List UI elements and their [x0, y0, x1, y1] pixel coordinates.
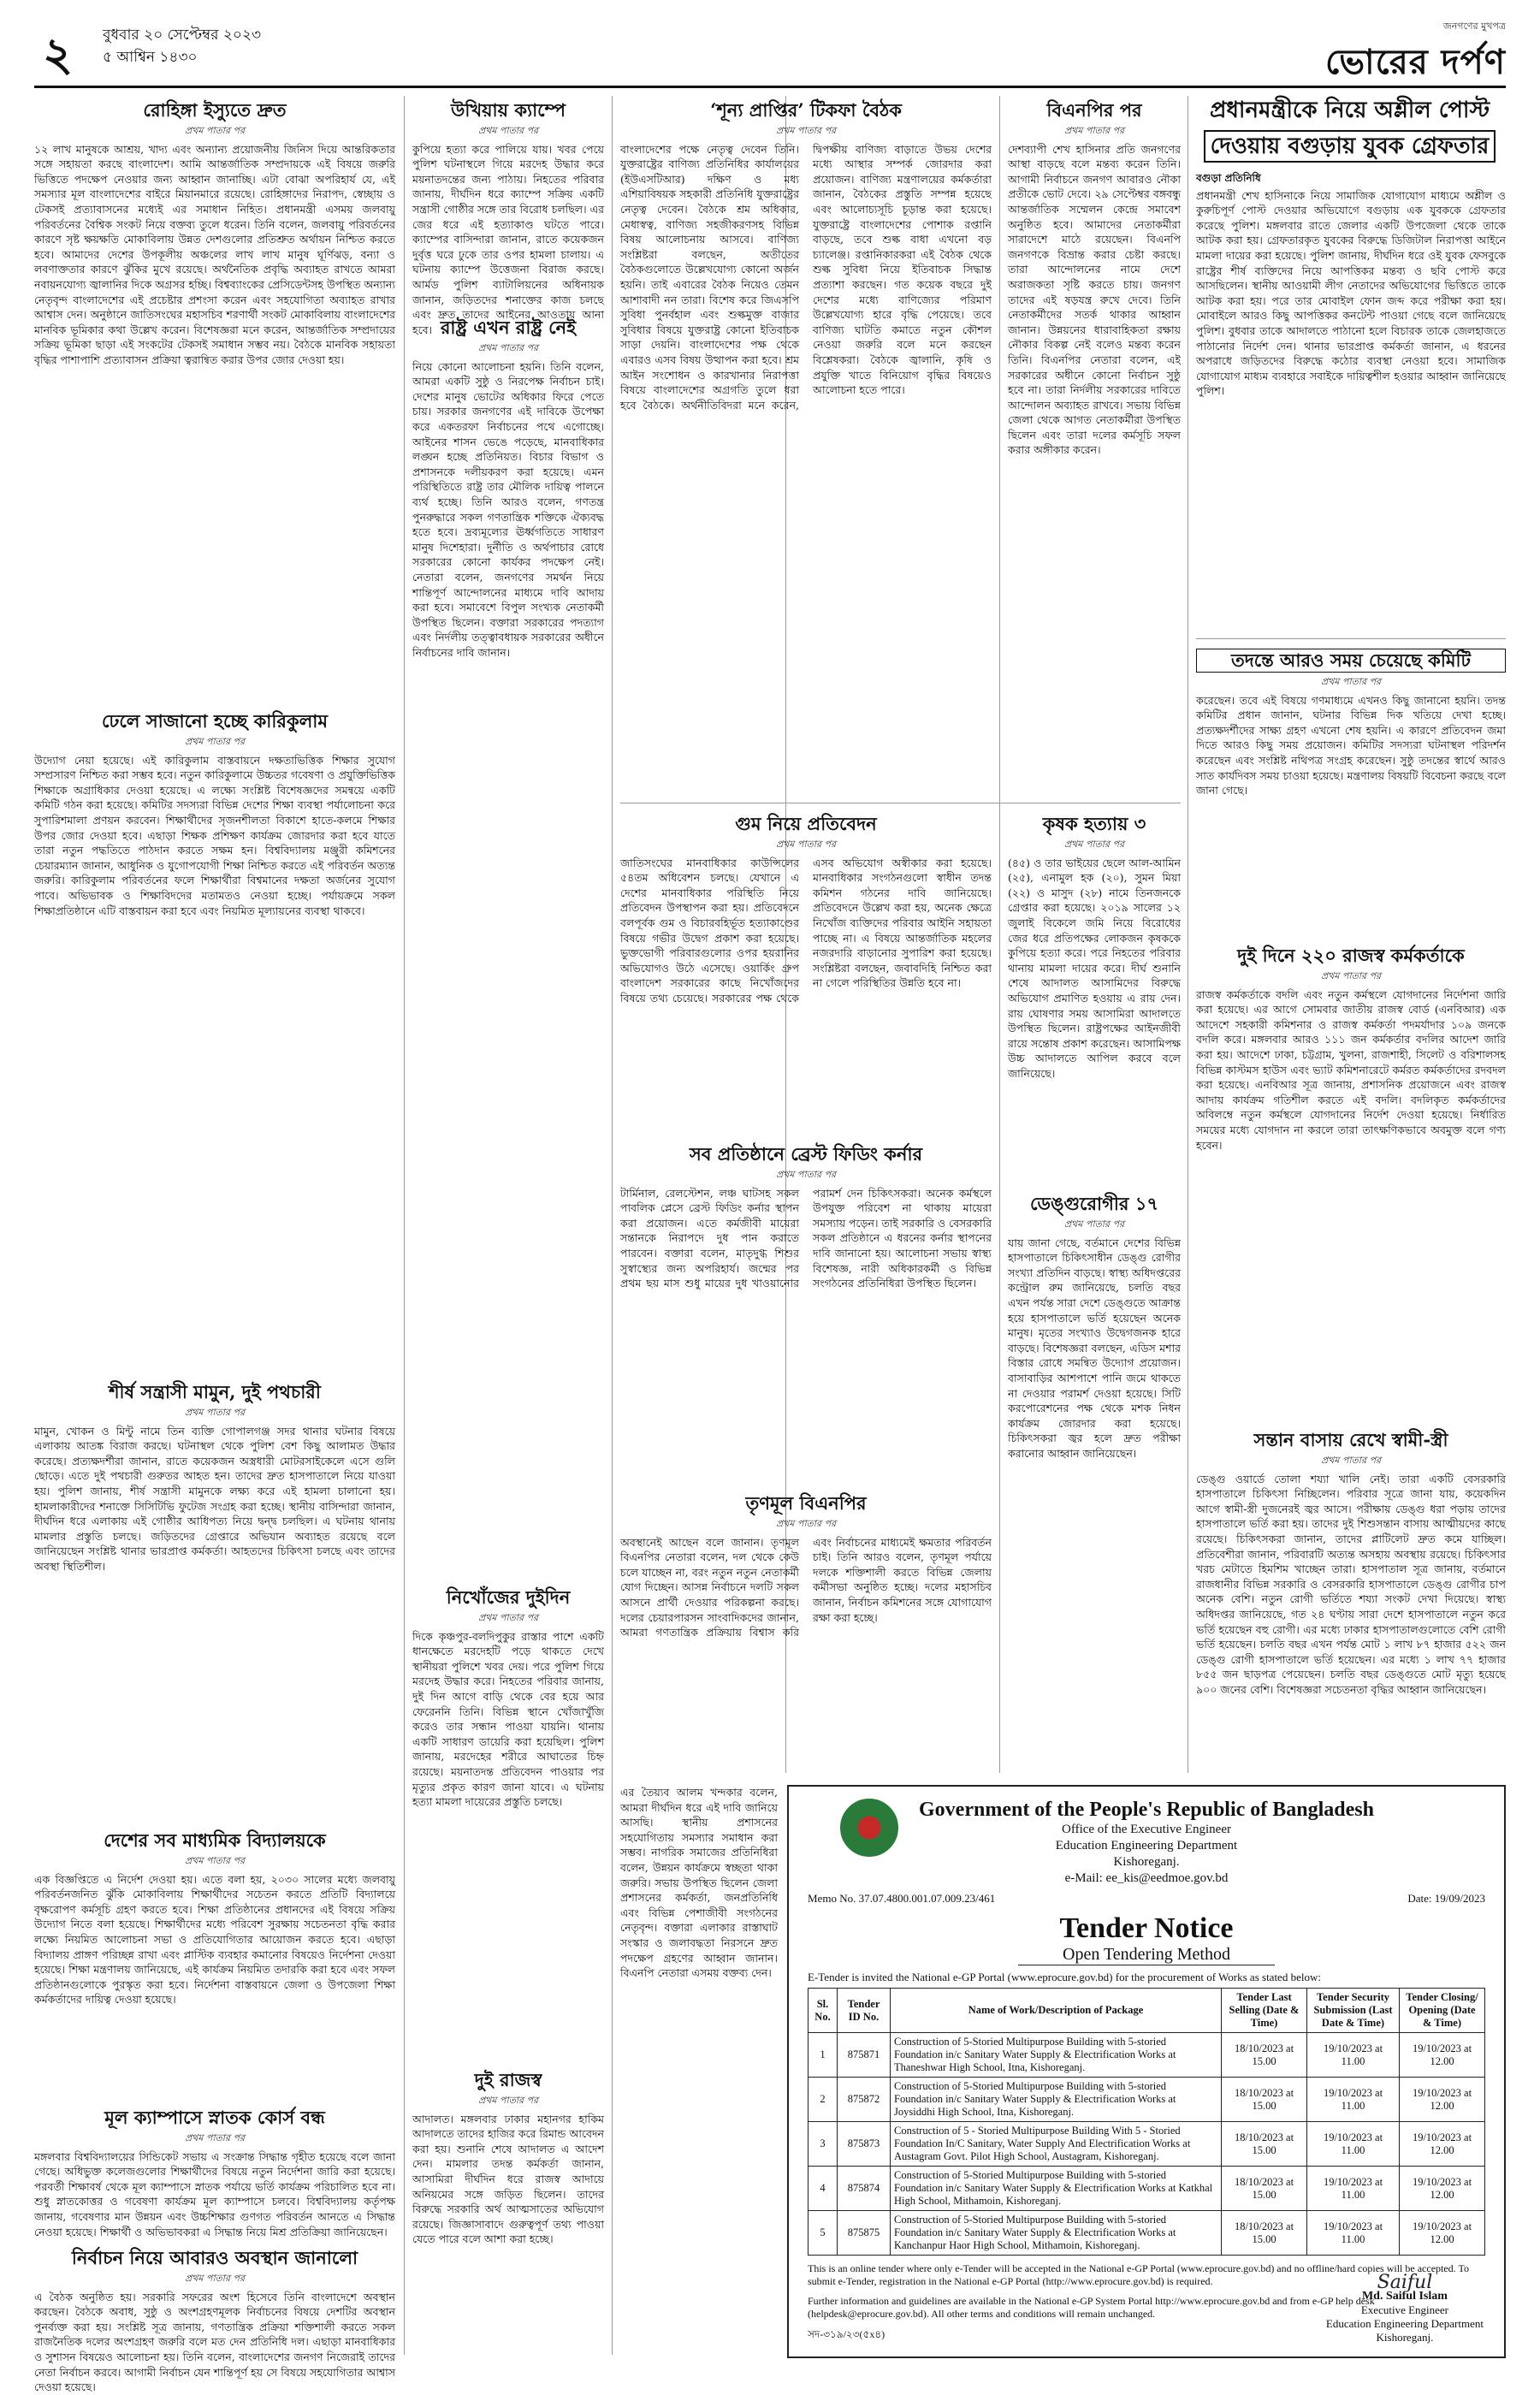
tender-email: e-Mail: ee_kis@eedmoe.gov.bd	[1064, 1871, 1229, 1885]
cell-work: Construction of 5-Storied Multipurpose Building with 5-storied Foundation in/c Sanitary Water Supply & Electrification Works at Katkhal High School, Mithamoin, Kishoreganj.	[891, 2167, 1222, 2211]
tender-office: Office of the Executive Engineer	[1062, 1823, 1231, 1836]
headline: রাষ্ট্র এখন রাষ্ট্র নেই	[440, 317, 577, 338]
continued-label: প্রথম পাতার পর	[184, 125, 246, 136]
article-nikhoj	[412, 1586, 604, 2066]
cell-security: 19/10/2023 at 11.00	[1307, 2033, 1400, 2078]
cell-security: 19/10/2023 at 11.00	[1307, 2167, 1400, 2211]
continued-label: প্রথম পাতার পর	[1063, 125, 1125, 136]
continued-label: প্রথম পাতার পর	[1063, 839, 1125, 850]
cell-id: 875872	[838, 2078, 891, 2122]
col-header: Name of Work/Description of Package	[891, 1989, 1222, 2033]
table-row	[808, 2167, 1485, 2211]
headline: ঢেলে সাজানো হচ্ছে কারিকুলাম	[101, 710, 329, 732]
cell-close: 19/10/2023 at 12.00	[1400, 2122, 1485, 2167]
tender-table	[808, 1988, 1485, 2256]
article-body: জাতিসংঘের মানবাধিকার কাউন্সিলের ৫৪তম অধিবেশন চলছে। যেখানে এ দেশের মানবাধিকার পরিস্থিতি নিয়ে প্রতিবেদন উপস্থাপন করা হয়। প্রতিবেদনে বলপূর্বক গুম ও বিচারবহির্ভূত হত্যাকাণ্ডের বিষয়ে গভীর উদ্বেগ প্রকাশ করা হয়েছে। ভুক্তভোগী পরিবারগুলোর ওপর হয়রানির অভিযোগও উঠে এসেছে। ওয়ার্কিং গ্রুপ বাংলাদেশ সরকারের কাছে নিখোঁজদের বিষয়ে তথ্য চেয়েছে। সরকারের পক্ষ থেকে এসব অভিযোগ অস্বীকার করা হয়েছে। মানবাধিকার সংগঠনগুলো স্বাধীন তদন্ত কমিশন গঠনের দাবি জানিয়েছে। প্রতিবেদনে উল্লেখ করা হয়, অনেক ক্ষেত্রে নিখোঁজ ব্যক্তিদের পরিবার আইনি সহায়তা পাচ্ছে না। এ বিষয়ে আন্তর্জাতিক মহলের নজরদারি বাড়ানোর সুপারিশ করা হয়েছে। সংশ্লিষ্টরা বলছেন, জবাবদিহি নিশ্চিত করা না গেলে পরিস্থিতির উন্নতি হবে না।	[620, 856, 992, 1005]
continued-label: প্রথম পাতার পর	[775, 125, 837, 136]
lead-headline-line2: দেওয়ায় বগুড়ায় যুবক গ্রেফতার	[1204, 130, 1496, 163]
continued-label: প্রথম পাতার পর	[477, 1612, 539, 1623]
article-mamun	[34, 1381, 395, 1826]
cell-work: Construction of 5-Storied Multipurpose Building with 5-storied Foundation in/c Sanitary Water Supply & Electrification Works at Joysiddhi High School, Itna, Kishoreganj.	[891, 2078, 1222, 2122]
masthead-logo: ভোরের দর্পণ	[1325, 42, 1506, 82]
article-body: দিকে কৃঞ্চপুর-বলদিপুকুর রাস্তার পাশে একটি ধানক্ষেতে মরদেহটি পড়ে থাকতে দেখে স্থানীয়রা পুলিশে খবর দেয়। পরে পুলিশ গিয়ে মরদেহ উদ্ধার করে। নিহতের পরিবার জানায়, দুই দিন আগে বাড়ি থেকে বের হয়ে আর ফেরেননি তিনি। বিভিন্ন স্থানে খোঁজাখুঁজি করেও তার সন্ধান পাওয়া যায়নি। থানায় একটি সাধারণ ডায়েরি করা হয়েছিল। পুলিশ জানায়, মরদেহের শরীরে আঘাতের চিহ্ন রয়েছে। ময়নাতদন্ত প্রতিবেদন পাওয়ার পর মৃত্যুর প্রকৃত কারণ জানা যাবে। এ ঘটনায় হত্যা মামলা দায়েরের প্রস্তুতি চলছে।	[412, 1629, 604, 1809]
cell-sl: 1	[808, 2033, 838, 2078]
col-header: Tender ID No.	[838, 1989, 891, 2033]
signer-dept: Education Engineering Department	[1325, 2317, 1484, 2330]
col-header: Tender Closing/ Opening (Date & Time)	[1400, 1989, 1485, 2033]
weekday-date: বুধবার ২০ সেপ্টেম্বর ২০২৩	[103, 27, 262, 44]
article-body: (৪৫) ও তার ভাইয়ের ছেলে আল-আমিন (২৫), এনামুল হক (২০), সুমন মিয়া (২২) ও মাসুদ (২৮) নামে তিনজনকে গ্রেপ্তার করা হয়েছে। ২০১৯ সালের ১২ জুলাই বিকেলে জমি নিয়ে বিরোধের জের ধরে প্রতিপক্ষের লোকজন কৃষককে কুপিয়ে হত্যা করে। পরে নিহতের পরিবার থানায় মামলা দায়ের করে। দীর্ঘ শুনানি শেষে আদালত আসামিদের বিরুদ্ধে অভিযোগ প্রমাণিত হওয়ায় এ রায় দেন। রায় ঘোষণার সময় আসামিরা আদালতে উপস্থিত ছিলেন। রাষ্ট্রপক্ষের আইনজীবী রায়ে সন্তোষ প্রকাশ করেছেন। আসামিপক্ষ উচ্চ আদালতে আপিল করবে বলে জানিয়েছে।	[1008, 856, 1181, 1080]
article-body: এ বৈঠক অনুষ্ঠিত হয়। সরকারি সফরের অংশ হিসেবে তিনি বাংলাদেশে অবস্থান করছেন। বৈঠকে অবাধ, সুষ্ঠু ও অংশগ্রহণমূলক নির্বাচনের বিষয়ে দেশটির অবস্থান পুনর্ব্যক্ত করা হয়। সংশ্লিষ্ট সূত্র জানায়, গণতান্ত্রিক প্রক্রিয়া শক্তিশালী করতে সকল রাজনৈতিক দলের অংশগ্রহণ জরুরি বলে মত দেন প্রতিনিধি দল। এছাড়া মানবাধিকার ও সুশাসন বিষয়েও আলোচনা হয়। তিনি বলেন, বাংলাদেশের জনগণ নিজেরাই তাদের নেতা নির্বাচন করবে। আগামী নির্বাচন যেন শান্তিপূর্ণ হয় সে বিষয়ে সহযোগিতার আশ্বাস দেওয়া হয়েছে।	[34, 2290, 395, 2394]
cell-work: Construction of 5-Storied Multipurpose Building with 5-storied Foundation in/c Sanitary Water Supply & Electrification Works at Thaneshwar High School, Itna, Kishoreganj.	[891, 2033, 1222, 2078]
continued-label: প্রথম পাতার পর	[775, 1169, 837, 1180]
tender-dept: Education Engineering Department	[1055, 1839, 1238, 1853]
cell-sell: 18/10/2023 at 15.00	[1222, 2122, 1307, 2167]
article-school	[34, 1829, 395, 2103]
article-body: এক বিজ্ঞপ্তিতে এ নির্দেশ দেওয়া হয়। এতে বলা হয়, ২০৩০ সালের মধ্যে জলবায়ু পরিবর্তনজনিত ঝুঁকি মোকাবিলায় শিক্ষার্থীদের সচেতন করতে প্রতিটি বিদ্যালয়ে বৃক্ষরোপণ কর্মসূচি গ্রহণ করতে হবে। শিক্ষা প্রতিষ্ঠানের প্রধানদের এই বিষয়ে সক্রিয় উদ্যোগ নিতে বলা হয়েছে। শিক্ষার্থীদের মধ্যে পরিবেশ সুরক্ষায় সচেতনতা বৃদ্ধি করার লক্ষ্যে নিয়মিত আলোচনা সভা ও প্রতিযোগিতার আয়োজন করতে হবে। এছাড়া বিদ্যালয় প্রাঙ্গণ পরিচ্ছন্ন রাখা এবং প্লাস্টিক ব্যবহার কমানোর বিষয়েও নির্দেশনা দেওয়া হয়েছে। শিক্ষা মন্ত্রণালয় জানিয়েছে, এই কার্যক্রম নিয়মিত তদারকি করা হবে এবং সফল প্রতিষ্ঠানগুলোকে পুরস্কৃত করা হবে। নির্দেশনা বাস্তবায়নে জেলা ও উপজেলা শিক্ষা কর্মকর্তাদের দায়িত্ব দেওয়া হয়েছে।	[34, 1872, 395, 2007]
continued-label: প্রথম পাতার পর	[477, 342, 539, 353]
article-dui-rajshwo	[412, 2069, 604, 2360]
cell-id: 875873	[838, 2122, 891, 2167]
tender-memo-line	[808, 1892, 1485, 1906]
headline: বিএনপির পর	[1046, 99, 1142, 121]
article-sontan	[1196, 1426, 1506, 1776]
tender-place: Kishoreganj.	[1113, 1855, 1180, 1869]
headline: মূল ক্যাম্পাসে স্নাতক কোর্স বন্ধ	[104, 2107, 325, 2128]
article-body: উদ্যোগ নেয়া হয়েছে। এই কারিকুলাম বাস্তবায়নে দক্ষতাভিত্তিক শিক্ষার সুযোগ সম্প্রসারণ নিশ্চিত করা সম্ভব হবে। নতুন কারিকুলামে উচ্চতর গবেষণা ও প্রযুক্তিভিত্তিক শিক্ষাকে অগ্রাধিকার দেওয়া হয়েছে। এ লক্ষ্যে সংশ্লিষ্ট বিশেষজ্ঞদের সমন্বয়ে একটি কমিটি গঠন করা হয়েছে। কমিটির সদস্যরা বিভিন্ন দেশের শিক্ষা ব্যবস্থা পর্যালোচনা করে সুপারিশমালা প্রণয়ন করবেন। শিক্ষার্থীদের সৃজনশীলতা বিকাশে হাতে-কলমে শিক্ষার উপর জোর দেওয়া হবে। এছাড়া শিক্ষক প্রশিক্ষণ কার্যক্রম জোরদার করা হবে যাতে তারা নতুন পদ্ধতিতে পাঠদান করতে সক্ষম হন। বিশ্ববিদ্যালয় মঞ্জুরী কমিশনের চেয়ারম্যান জানান, আধুনিক ও যুগোপযোগী শিক্ষা নিশ্চিত করতে এই পরিবর্তন অত্যন্ত জরুরি। কারিকুলাম পরিবর্তনের ফলে শিক্ষার্থীরা বিশ্বমানের দক্ষতা অর্জনের সুযোগ পাবে। অভিভাবক ও শিক্ষাবিদদের মতামতও নেওয়া হচ্ছে। পর্যায়ক্রমে সকল শিক্ষাপ্রতিষ্ঠানে এটি বাস্তবায়ন করা হবে এবং নিয়মিত মূল্যায়নের ব্যবস্থা থাকবে।	[34, 753, 395, 917]
article-rohingya	[34, 99, 395, 707]
article-rajshwo-220	[1196, 941, 1506, 1420]
tender-government: Government of the People's Republic of Bangladesh	[919, 1799, 1374, 1821]
column-5	[1008, 96, 1181, 1773]
cell-close: 19/10/2023 at 12.00	[1400, 2078, 1485, 2122]
column-divider	[999, 96, 1000, 1773]
headline: শীর্ষ সন্ত্রাসী মামুন, দুই পথচারী	[109, 1381, 321, 1402]
article-bnp	[1008, 99, 1181, 809]
article-moto	[620, 1785, 778, 2358]
article-gum	[620, 809, 992, 1135]
column-divider	[404, 96, 405, 2355]
cell-id: 875874	[838, 2167, 891, 2211]
headline: কৃষক হত্যায় ৩	[1042, 813, 1146, 834]
headline: তৃণমূল বিএনপির	[745, 1492, 867, 1514]
cell-sell: 18/10/2023 at 15.00	[1222, 2078, 1307, 2122]
cell-close: 19/10/2023 at 12.00	[1400, 2211, 1485, 2256]
continued-label: প্রথম পাতার পর	[1320, 970, 1382, 981]
article-body: টার্মিনাল, রেলস্টেশন, লঞ্চ ঘাটসহ সকল পাবলিক প্লেসে ব্রেস্ট ফিডিং কর্নার স্থাপন করা প্রয়োজন। এতে কর্মজীবী মায়েরা সন্তানকে নিরাপদে দুধ পান করাতে পারবেন। বক্তারা বলেন, মাতৃদুগ্ধ শিশুর সুস্বাস্থ্যের জন্য অপরিহার্য। জন্মের পর প্রথম ছয় মাস শুধু মায়ের দুধ খাওয়ানোর পরামর্শ দেন চিকিৎসকরা। অনেক কর্মস্থলে উপযুক্ত পরিবেশ না থাকায় মায়েরা সমস্যায় পড়েন। তাই সরকারি ও বেসরকারি সকল প্রতিষ্ঠানে এ ধরনের কর্নার স্থাপনের দাবি জানানো হয়। আলোচনা সভায় স্বাস্থ্য বিশেষজ্ঞ, নারী অধিকারকর্মী ও বিভিন্ন সংগঠনের প্রতিনিধিরা উপস্থিত ছিলেন।	[620, 1186, 992, 1290]
continued-label: প্রথম পাতার পর	[184, 2273, 246, 2284]
masthead-tag: জনগণের মুখপত্র	[1442, 21, 1506, 32]
continued-label: প্রথম পাতার পর	[477, 2095, 539, 2106]
government-seal-icon	[840, 1799, 898, 1857]
cell-sl: 2	[808, 2078, 838, 2122]
cell-id: 875875	[838, 2211, 891, 2256]
article-body: রাজস্ব কর্মকর্তাকে বদলি এবং নতুন কর্মস্থলে যোগদানের নির্দেশনা জারি করা হয়েছে। এর আগে সোমবার জাতীয় রাজস্ব বোর্ড (এনবিআর) এক আদেশে সহকারী কমিশনার ও রাজস্ব কর্মকর্তা পদমর্যাদার ১০৯ জনকে বদলি করে। মঙ্গলবার আরও ১১১ জন কর্মকর্তার বদলির আদেশ জারি করা হয়। আদেশে ঢাকা, চট্টগ্রাম, খুলনা, রাজশাহী, সিলেট ও বরিশালসহ বিভিন্ন কাস্টমস হাউস এবং ভ্যাট কমিশনারেটে কর্মরত কর্মকর্তাদের রদবদল করা হয়েছে। এনবিআর সূত্র জানায়, প্রশাসনিক প্রয়োজনে এবং রাজস্ব আদায় কার্যক্রম গতিশীল করতে এই বদলি। বদলিকৃত কর্মকর্তাদের অবিলম্বে নতুন কর্মস্থলে যোগদানের নির্দেশ দেওয়া হয়েছে। নির্ধারিত সময়ের মধ্যে যোগদান না করলে তারা তাৎক্ষণিকভাবে অবমুক্ত বলে গণ্য হবেন।	[1196, 987, 1506, 1152]
article-tadanta	[1196, 645, 1506, 936]
article-dengue	[1008, 1193, 1181, 1783]
continued-label: প্রথম পাতার পর	[184, 1407, 246, 1418]
bangla-date: ৫ আশ্বিন ১৪৩০	[103, 49, 198, 66]
continued-label: প্রথম পাতার পর	[1320, 676, 1382, 687]
cell-sl: 4	[808, 2167, 838, 2211]
tender-memo: Memo No. 37.07.4800.001.07.009.23/461	[808, 1892, 996, 1905]
headline: সন্তান বাসায় রেখে স্বামী-স্ত্রী	[1253, 1429, 1448, 1450]
headline: তদন্তে আরও সময় চেয়েছে কমিটি	[1196, 649, 1506, 673]
continued-label: প্রথম পাতার পর	[1320, 1455, 1382, 1466]
tender-table-header	[808, 1989, 1485, 2033]
lead-headline	[1194, 96, 1506, 163]
cell-sell: 18/10/2023 at 15.00	[1222, 2033, 1307, 2078]
column-divider	[612, 96, 613, 2355]
headline: নির্বাচন নিয়ে আবারও অবস্থান জানালো	[71, 2247, 358, 2268]
column-2	[412, 96, 604, 2355]
continued-label: প্রথম পাতার পর	[184, 1855, 246, 1866]
tender-title: Tender Notice	[1059, 1912, 1234, 1944]
cell-work: Construction of 5-Storied Multipurpose Building with 5-storied Foundation in/c Sanitary Water Supply & Electrification Works at Kanchanpur Haor High School, Mithamoin, Kishoreganj.	[891, 2211, 1222, 2256]
tender-intro: E-Tender is invited the National e-GP Portal (www.eprocure.gov.bd) for the procurement of Works as stated below:	[808, 1971, 1321, 1983]
headline: উখিয়ায় ক্যাম্পে	[451, 99, 566, 121]
article-breastfeeding	[620, 1140, 992, 1482]
continued-label: প্রথম পাতার পর	[775, 1518, 837, 1529]
column-1	[34, 96, 395, 2394]
article-body: করেছেন। তবে এই বিষয়ে গণমাধ্যমে এখনও কিছু জানানো হয়নি। তদন্ত কমিটির প্রধান জানান, ঘটনার বিভিন্ন দিক খতিয়ে দেখা হচ্ছে। প্রত্যক্ষদর্শীদের সাক্ষ্য গ্রহণ এখনো শেষ হয়নি। এ কারণে প্রতিবেদন জমা দিতে আরও কিছু সময় প্রয়োজন। কমিটির সদস্যরা ঘটনাস্থল পরিদর্শন করেছেন এবং সংশ্লিষ্ট নথিপত্র সংগ্রহ করেছেন। সুষ্ঠু তদন্তের স্বার্থে আরও সাত কার্যদিবস সময় চাওয়া হয়েছে। মন্ত্রণালয় বিষয়টি বিবেচনা করছে বলে জানা গেছে।	[1196, 693, 1506, 797]
article-pm-post	[1196, 171, 1506, 633]
signer-title: Executive Engineer	[1360, 2303, 1449, 2316]
article-body: বাংলাদেশের পক্ষে নেতৃত্ব দেবেন তিনি। যুক্তরাষ্ট্রের বাণিজ্য প্রতিনিধির কার্যালয়ের (ইউএসটিআর) দক্ষিণ ও মধ্য এশিয়াবিষয়ক সহকারী প্রতিনিধি যুক্তরাষ্ট্রের নেতৃত্ব দেবেন। বৈঠকে শ্রম অধিকার, মেধাস্বত্ব, বাণিজ্য সহজীকরণসহ বিভিন্ন বিষয় আলোচনায় আসবে। বাণিজ্য সংশ্লিষ্টরা বলছেন, অতীতের বৈঠকগুলোতে উল্লেখযোগ্য কোনো অর্জন হয়নি। তাই এবারের বৈঠক নিয়েও তেমন আশাবাদী নন তারা। বিশেষ করে জিএসপি সুবিধা পুনর্বহাল এবং শুল্কমুক্ত বাজার সুবিধার বিষয়ে যুক্তরাষ্ট্র কোনো ইতিবাচক সাড়া দেয়নি। বাংলাদেশের পক্ষ থেকে এবারও এসব বিষয় উত্থাপন করা হবে। শ্রম আইন সংশোধন ও কারখানার নিরাপত্তা বিষয়ে বাংলাদেশের অগ্রগতি তুলে ধরা হবে বৈঠকে। অর্থনীতিবিদরা মনে করেন, দ্বিপক্ষীয় বাণিজ্য বাড়াতে উভয় দেশের মধ্যে আস্থার সম্পর্ক জোরদার করা প্রয়োজন। বাণিজ্য মন্ত্রণালয়ের কর্মকর্তারা জানান, বৈঠকের প্রস্তুতি সম্পন্ন হয়েছে এবং আলোচ্যসূচি চূড়ান্ত করা হয়েছে। যুক্তরাষ্ট্রে বাংলাদেশের পোশাক রপ্তানি বাড়ছে, তবে শুল্ক বাধা এখনো বড় চ্যালেঞ্জ। রপ্তানিকারকরা এই বৈঠক থেকে শুল্ক সুবিধা নিয়ে ইতিবাচক সিদ্ধান্ত প্রত্যাশা করছেন। গত কয়েক বছরে দুই দেশের মধ্যে বাণিজ্যের পরিমাণ উল্লেখযোগ্য হারে বৃদ্ধি পেয়েছে। তবে বাণিজ্য ঘাটতি কমাতে নতুন কৌশল নেওয়া জরুরি বলে মনে করছেন বিশ্লেষকরা। বৈঠকে জ্বালানি, কৃষি ও প্রযুক্তি খাতে বিনিয়োগ বৃদ্ধির বিষয়েও আলোচনা হতে পারে।	[620, 142, 992, 412]
cell-sl: 3	[808, 2122, 838, 2167]
article-body: মঙ্গলবার বিশ্ববিদ্যালয়ের সিন্ডিকেট সভায় এ সংক্রান্ত সিদ্ধান্ত গৃহীত হয়েছে বলে জানা গেছে। অধিভুক্ত কলেজগুলোর শিক্ষার্থীদের বিষয়ে নতুন নির্দেশনা জারি করা হয়েছে। পরবর্তী শিক্ষাবর্ষ থেকে মূল ক্যাম্পাসে স্নাতক পর্যায়ে ভর্তি কার্যক্রম পরিচালিত হবে না। শুধু স্নাতকোত্তর ও গবেষণা কার্যক্রম মূল ক্যাম্পাসে চলবে। বিশ্ববিদ্যালয় কর্তৃপক্ষ জানায়, গবেষণার মান উন্নয়ন এবং উচ্চশিক্ষার গুণগত পরিবর্তন আনতে এ সিদ্ধান্ত নেওয়া হয়েছে। শিক্ষার্থী ও অভিভাবকরা এ সিদ্ধান্ত নিয়ে মিশ্র প্রতিক্রিয়া জানিয়েছেন।	[34, 2149, 395, 2238]
continued-label: প্রথম পাতার পর	[184, 2132, 246, 2143]
cell-close: 19/10/2023 at 12.00	[1400, 2033, 1485, 2078]
cell-sell: 18/10/2023 at 15.00	[1222, 2167, 1307, 2211]
headline: রোহিঙ্গা ইস্যুতে দ্রুত	[143, 99, 287, 121]
headline: সব প্রতিষ্ঠানে ব্রেস্ট ফিডিং কর্নার	[689, 1143, 923, 1165]
cell-security: 19/10/2023 at 11.00	[1307, 2078, 1400, 2122]
article-body: যায় জানা গেছে, বর্তমানে দেশের বিভিন্ন হাসপাতালে চিকিৎসাধীন ডেঙ্গু রোগীর সংখ্যা প্রতিদিন বাড়ছে। স্বাস্থ্য অধিদপ্তরের কন্ট্রোল রুম জানিয়েছে, চলতি বছর এখন পর্যন্ত সারা দেশে ডেঙ্গুতে আক্রান্ত হয়ে হাসপাতালে ভর্তি হয়েছেন অনেক মানুষ। মৃতের সংখ্যাও উদ্বেগজনক হারে বাড়ছে। বিশেষজ্ঞরা বলছেন, এডিস মশার বিস্তার রোধে সমন্বিত উদ্যোগ প্রয়োজন। বাসাবাড়ির আশপাশে পানি জমে থাকতে না দেওয়ার পরামর্শ দেওয়া হয়েছে। সিটি করপোরেশনের পক্ষ থেকে মশক নিধন কার্যক্রম জোরদার করা হয়েছে। চিকিৎসকরা জ্বর হলে দ্রুত পরীক্ষা করানোর আহ্বান জানিয়েছেন।	[1008, 1236, 1181, 1460]
article-election	[34, 2247, 395, 2394]
header-rule	[34, 86, 1506, 88]
page-header	[34, 19, 1506, 84]
signature: Saiful	[1377, 2272, 1433, 2293]
article-ticfa	[620, 96, 992, 797]
table-row	[808, 2211, 1485, 2256]
continued-label: প্রথম পাতার পর	[1063, 1218, 1125, 1230]
dateline	[103, 24, 261, 68]
article-body: ১২ লাখ মানুষকে আশ্রয়, খাদ্য এবং অন্যান্য প্রয়োজনীয় জিনিস দিয়ে আন্তরিকতার সঙ্গে সহায়তা করছে বাংলাদেশ। আমি আন্তর্জাতিক সম্প্রদায়কে এই বিষয়ে জরুরি ভিত্তিতে পদক্ষেপ নেওয়ার জন্য আহ্বান জানাচ্ছি। এটা বোঝা অপরিহার্য যে, এই সমস্যার মূল বাংলাদেশের বাইরে মিয়ানমারে রয়েছে। রোহিঙ্গাদের নিরাপদ, স্বেচ্ছায় ও টেকসই প্রত্যাবাসনের মধ্যেই এর সমাধান নিহিত। প্রধানমন্ত্রী এসময় জলবায়ু পরিবর্তনের বৈশ্বিক সংকট নিয়ে বক্তব্য তুলে ধরেন। তিনি বলেন, জলবায়ু পরিবর্তনের কারণে সৃষ্ট ক্ষয়ক্ষতি মোকাবিলায় উন্নত দেশগুলোর প্রতিশ্রুত অর্থায়ন নিশ্চিত করতে হবে। আমাদের দেশের উপকূলীয় অঞ্চলের লাখ লাখ মানুষ ঘূর্ণিঝড়, বন্যা ও লবণাক্ততার কারণে ঝুঁকির মুখে রয়েছে। অর্থনৈতিক প্রবৃদ্ধি অব্যাহত রাখতে আমরা নবায়নযোগ্য জ্বালানির দিকে অগ্রসর হচ্ছি। বিশ্বব্যাংকের প্রেসিডেন্টসহ উপস্থিত অন্যান্য নেতৃবৃন্দ বাংলাদেশের এই প্রচেষ্টার প্রশংসা করেন এবং সহযোগিতা অব্যাহত রাখার আশ্বাস দেন। অনুষ্ঠানে জাতিসংঘের মহাসচিব শরণার্থী সংকট মোকাবিলায় বাংলাদেশের মানবিক ভূমিকার কথা উল্লেখ করেন। বিশেষজ্ঞরা মনে করেন, আন্তর্জাতিক সম্প্রদায়ের সক্রিয় ভূমিকা ছাড়া এই সংকটের টেকসই সমাধান সম্ভব নয়। বৈঠকে মানবিক সহায়তা বৃদ্ধির পাশাপাশি প্রত্যাবাসন প্রক্রিয়া ত্বরান্বিত করার উপর জোর দেওয়া হয়।	[34, 142, 395, 366]
cell-work: Construction of 5 - Storied Multipurpose Building With 5 - Storied Foundation In/C Sanitary, Water Supply And Electrification Works at Austagram Govt. Pilot High School, Austagram, Kishoreganj.	[891, 2122, 1222, 2167]
continued-label: প্রথম পাতার পর	[184, 736, 246, 747]
article-krishok	[1008, 813, 1181, 1189]
continued-label: প্রথম পাতার পর	[477, 125, 539, 136]
article-trinomul	[620, 1489, 992, 1771]
continued-label: প্রথম পাতার পর	[775, 839, 837, 850]
section-rule	[1196, 638, 1506, 639]
signer-place: Kishoreganj.	[1376, 2331, 1434, 2344]
article-curriculum	[34, 710, 395, 1378]
article-body: আদালত। মঙ্গলবার ঢাকার মহানগর হাকিম আদালতে তাদের হাজির করে রিমান্ড আবেদন করা হয়। শুনানি শেষে আদালত এ আদেশ দেন। মামলার তদন্ত কর্মকর্তা জানান, আসামিরা দীর্ঘদিন ধরে রাজস্ব আদায়ে অনিয়মের সঙ্গে জড়িত ছিলেন। তাদের বিরুদ্ধে সরকারি অর্থ আত্মসাতের অভিযোগ রয়েছে। জিজ্ঞাসাবাদে গুরুত্বপূর্ণ তথ্য পাওয়া যেতে পারে বলে আশা করা হচ্ছে।	[412, 2112, 604, 2246]
signer-name: Md. Saiful Islam	[1361, 2290, 1448, 2303]
article-body: প্রধানমন্ত্রী শেখ হাসিনাকে নিয়ে সামাজিক যোগাযোগ মাধ্যমে অশ্লীল ও কুরুচিপূর্ণ পোস্ট দেওয়ার অভিযোগে বগুড়ায় এক যুবককে গ্রেফতার করেছে পুলিশ। মঙ্গলবার রাতে জেলার একটি উপজেলা থেকে তাকে আটক করা হয়। গ্রেফতারকৃত যুবকের বিরুদ্ধে ডিজিটাল নিরাপত্তা আইনে মামলা দায়ের করা হয়েছে। পুলিশ জানায়, দীর্ঘদিন ধরে ওই যুবক ফেসবুকে রাষ্ট্রের শীর্ষ ব্যক্তিদের নিয়ে আপত্তিকর মন্তব্য ও ছবি পোস্ট করে আসছিলেন। স্থানীয় আওয়ামী লীগ নেতাদের অভিযোগের ভিত্তিতে তাকে আটক করা হয়। পরে তার মোবাইল ফোন জব্দ করে পরীক্ষা করা হয়। মোবাইলে আরও কিছু আপত্তিকর কনটেন্ট পাওয়া গেছে বলে জানিয়েছে পুলিশ। বুধবার তাকে আদালতে পাঠানো হলে বিচারক তাকে জেলহাজতে পাঠানোর নির্দেশ দেন। থানার ভারপ্রাপ্ত কর্মকর্তা জানান, এ ধরনের অপরাধে জড়িতদের বিরুদ্ধে কঠোর ব্যবস্থা নেওয়া হবে। সামাজিক যোগাযোগ মাধ্যম ব্যবহারে সবাইকে দায়িত্বশীল হওয়ার আহ্বান জানিয়েছে পুলিশ।	[1196, 188, 1506, 398]
table-row	[808, 2078, 1485, 2122]
headline: দুই রাজস্ব	[474, 2069, 542, 2090]
tender-footnote-2: Further information and guidelines are available in the National e-GP System Portal http://www.eprocure.gov.bd and from e-GP help desk (helpdesk@eprocure.gov.bd). All other terms and conditions will remain unchanged.	[808, 2295, 1375, 2320]
cell-security: 19/10/2023 at 11.00	[1307, 2211, 1400, 2256]
headline: নিখোঁজের দুইদিন	[446, 1586, 571, 1608]
article-campus	[34, 2107, 395, 2244]
lead-headline-line1: প্রধানমন্ত্রীকে নিয়ে অশ্লীল পোস্ট	[1209, 98, 1490, 123]
tender-footnote-1: This is an online tender where only e-Tender will be accepted in the National e-GP Portal (www.eprocure.gov.bd) and no offline/hard copies will be accepted. To submit e-Tender, registration in the National e-GP Portal (http://www.eprocure.gov.bd) is required.	[808, 2262, 1469, 2287]
masthead	[1249, 19, 1506, 92]
col-header: Tender Security Submission (Last Date & Time)	[1307, 1989, 1400, 2033]
tender-notice-ad	[787, 1785, 1506, 2358]
table-row	[808, 2122, 1485, 2167]
table-row	[808, 2033, 1485, 2078]
page-number: ২	[43, 27, 74, 81]
cell-sl: 5	[808, 2211, 838, 2256]
col-header: Tender Last Selling (Date & Time)	[1222, 1989, 1307, 2033]
article-state	[412, 317, 604, 1583]
article-body: নিয়ে কোনো আলোচনা হয়নি। তিনি বলেন, আমরা একটি সুষ্ঠু ও নিরপেক্ষ নির্বাচন চাই। দেশের মানুষ ভোটের অধিকার ফিরে পেতে চায়। সরকার জনগণের এই দাবিকে উপেক্ষা করে একতরফা নির্বাচনের পথে এগোচ্ছে। আইনের শাসন ভেঙে পড়েছে, মানবাধিকার লঙ্ঘন হচ্ছে প্রতিনিয়ত। বিচার বিভাগ ও প্রশাসনকে দলীয়করণ করা হয়েছে। এমন পরিস্থিতিতে রাষ্ট্র তার মৌলিক দায়িত্ব পালনে ব্যর্থ হচ্ছে। তিনি আরও বলেন, গণতন্ত্র পুনরুদ্ধারে সকল গণতান্ত্রিক শক্তিকে ঐক্যবদ্ধ হতে হবে। দ্রব্যমূল্যের ঊর্ধ্বগতিতে সাধারণ মানুষ দিশেহারা। দুর্নীতি ও অর্থপাচার রোধে সরকারের কোনো কার্যকর পদক্ষেপ নেই। নেতারা বলেন, জনগণের সমর্থন নিয়ে শান্তিপূর্ণ আন্দোলনের মাধ্যমে দাবি আদায় করা হবে। সমাবেশে বিপুল সংখ্যক নেতাকর্মী উপস্থিত ছিলেন। বক্তারা সরকারের পদত্যাগ এবং নির্দলীয় তত্ত্বাবধায়ক সরকারের অধীনে নির্বাচনের দাবি জানান।	[412, 359, 604, 659]
headline: দেশের সব মাধ্যমিক বিদ্যালয়কে	[104, 1829, 326, 1851]
headline: ডেঙ্গুরোগীর ১৭	[1030, 1193, 1158, 1214]
cell-sell: 18/10/2023 at 15.00	[1222, 2211, 1307, 2256]
headline: গুম নিয়ে প্রতিবেদন	[735, 813, 877, 834]
cell-security: 19/10/2023 at 11.00	[1307, 2122, 1400, 2167]
tender-subtitle: Open Tendering Method	[1018, 1945, 1275, 1965]
article-body: দেশব্যাপী শেখ হাসিনার প্রতি জনগণের আস্থা বাড়ছে বলে মন্তব্য করেন তিনি। আগামী নির্বাচনে জনগণ আবারও নৌকা প্রতীকে ভোট দেবে। ২৯ সেপ্টেম্বর বঙ্গবন্ধু আন্তর্জাতিক সম্মেলন কেন্দ্রে সমাবেশ অনুষ্ঠিত হবে। আমাদের নেতাকর্মীরা সারাদেশে মাঠে রয়েছেন। বিএনপি জনগণকে বিভ্রান্ত করার চেষ্টা করছে। তারা আন্দোলনের নামে দেশে অরাজকতা সৃষ্টি করতে চায়। জনগণ তাদের এই ষড়যন্ত্র রুখে দেবে। তিনি নেতাকর্মীদের সতর্ক থাকার আহ্বান জানান। উন্নয়নের ধারাবাহিকতা রক্ষায় নৌকার বিকল্প নেই বলেও মন্তব্য করেন তিনি। বিএনপির নেতারা বলেন, এই সরকারের অধীনে কোনো নির্বাচন সুষ্ঠু হবে না। তারা নির্দলীয় সরকারের দাবিতে আন্দোলন অব্যাহত রাখবে। সভায় বিভিন্ন জেলা থেকে আগত নেতাকর্মীরা উপস্থিত ছিলেন এবং তারা দলের কর্মসূচি সফল করার অঙ্গীকার করেন।	[1008, 142, 1181, 457]
cell-id: 875871	[838, 2033, 891, 2078]
ad-code: সদ-৩১৯/২৩(৫x৪)	[808, 2328, 886, 2340]
article-body: এর তৈয়্যব আলম খন্দকার বলেন, আমরা দীর্ঘদিন ধরে এই দাবি জানিয়ে আসছি। স্থানীয় প্রশাসনের সহযোগিতায় সমস্যার সমাধান করা সম্ভব। নাগরিক সমাজের প্রতিনিধিরা বলেন, উন্নয়ন কার্যক্রমে স্বচ্ছতা থাকা জরুরি। সভায় উপস্থিত ছিলেন জেলা প্রশাসনের কর্মকর্তা, জনপ্রতিনিধি এবং বিভিন্ন পেশাজীবী সংগঠনের নেতৃবৃন্দ। বক্তারা এলাকার রাস্তাঘাট সংস্কার ও জলাবদ্ধতা নিরসনে দ্রুত পদক্ষেপ গ্রহণের আহ্বান জানান। বিএনপি নেতারা এসময় বক্তব্য দেন।	[620, 1786, 778, 1980]
tender-date: Date: 19/09/2023	[1407, 1892, 1485, 1905]
headline: দুই দিনে ২২০ রাজস্ব কর্মকর্তাকে	[1237, 945, 1465, 966]
article-body: মামুন, খোকন ও মিন্টু নামে তিন ব্যক্তি গোপালগঞ্জ সদর থানার ঘটনার বিষয়ে এলাকায় আতঙ্ক বিরাজ করছে। ঘটনাস্থল থেকে পুলিশ বেশ কিছু আলামত উদ্ধার করেছে। প্রত্যক্ষদর্শীরা জানান, রাতে কয়েকজন অস্ত্রধারী মোটরসাইকেলে এসে গুলি ছোড়ে। এতে দুই পথচারী গুরুতর আহত হন। তাদের দ্রুত হাসপাতালে নিয়ে যাওয়া হয়। পুলিশ জানায়, শীর্ষ সন্ত্রাসী মামুনকে লক্ষ্য করে এই হামলা চালানো হয়। হামলাকারীদের শনাক্তে সিসিটিভি ফুটেজ সংগ্রহ করা হচ্ছে। স্থানীয় বাসিন্দারা জানান, দীর্ঘদিন ধরে এলাকায় এই গোষ্ঠীর আধিপত্য নিয়ে দ্বন্দ্ব চলছিল। এ ঘটনায় থানায় মামলার প্রস্তুতি চলছে। জড়িতদের গ্রেপ্তারে অভিযান অব্যাহত রয়েছে বলে জানিয়েছেন সংশ্লিষ্ট থানার ভারপ্রাপ্ত কর্মকর্তা। আহতদের চিকিৎসা চলছে এবং তাদের অবস্থা স্থিতিশীল।	[34, 1424, 395, 1573]
tender-signature-block	[1325, 2272, 1484, 2345]
col-header: Sl. No.	[808, 1989, 838, 2033]
cell-close: 19/10/2023 at 12.00	[1400, 2167, 1485, 2211]
article-body: ডেঙ্গু ওয়ার্ডে তোলা শয্যা খালি নেই। তারা একটি বেসরকারি হাসপাতালে চিকিৎসা নিচ্ছিলেন। পরিবার সূত্রে জানা যায়, কয়েকদিন আগে স্বামী-স্ত্রী দুজনেরই জ্বর আসে। পরীক্ষায় ডেঙ্গু ধরা পড়ায় তাদের হাসপাতালে ভর্তি করা হয়। তাদের দুই শিশুসন্তান বাসায় আত্মীয়দের কাছে রয়েছে। চিকিৎসকরা জানান, তাদের প্লাটিলেট দ্রুত কমে যাচ্ছিল। প্রতিবেশীরা জানান, পরিবারটি অত্যন্ত অসহায় অবস্থায় রয়েছে। চিকিৎসার খরচ মেটাতে হিমশিম খাচ্ছেন তারা। হাসপাতাল সূত্র জানায়, বর্তমানে রাজধানীর বিভিন্ন সরকারি ও বেসরকারি হাসপাতালে ডেঙ্গু রোগীর চাপ অনেক বেশি। নতুন রোগী ভর্তিতে শয্যা সংকট দেখা দিয়েছে। স্বাস্থ্য অধিদপ্তর জানিয়েছে, গত ২৪ ঘণ্টায় সারা দেশে হাসপাতালে নতুন করে ভর্তি হয়েছেন বহু রোগী। এর মধ্যে ঢাকার হাসপাতালগুলোতে বেশি রোগী ভর্তি হয়েছেন। চলতি বছর এখন পর্যন্ত মোট ১ লাখ ৮৭ হাজার ৫২২ জন ডেঙ্গু রোগী হাসপাতালে ভর্তি হয়েছেন। এর মধ্যে ১ লাখ ৭৭ হাজার ৮৫৫ জন ছাড়পত্র পেয়েছেন। চলতি বছর ডেঙ্গুতে মোট মৃত্যু হয়েছে ৯০০ জনের বেশি। বিশেষজ্ঞরা সচেতনতা বৃদ্ধির আহ্বান জানিয়েছেন।	[1196, 1472, 1506, 1696]
article-body: অবস্থানেই আছেন বলে জানান। তৃণমূল বিএনপির নেতারা বলেন, দল থেকে কেউ চলে যাচ্ছেন না, বরং নতুন নতুন নেতাকর্মী যোগ দিচ্ছেন। আসন্ন নির্বাচনে দলটি সকল আসনে প্রার্থী দেওয়ার পরিকল্পনা করছে। দলের চেয়ারপারসন সাংবাদিকদের জানান, আমরা গণতান্ত্রিক প্রক্রিয়ায় বিশ্বাস করি এবং নির্বাচনের মাধ্যমেই ক্ষমতার পরিবর্তন চাই। তিনি আরও বলেন, তৃণমূল পর্যায়ে দলকে শক্তিশালী করতে বিভিন্ন জেলায় কর্মীসভা অনুষ্ঠিত হচ্ছে। দলের মহাসচিব জানান, নির্বাচন কমিশনের সঙ্গে যোগাযোগ রক্ষা করা হচ্ছে।	[620, 1535, 992, 1639]
article-body: কুপিয়ে হত্যা করে পালিয়ে যায়। খবর পেয়ে পুলিশ ঘটনাস্থলে গিয়ে মরদেহ উদ্ধার করে ময়নাতদন্তের জন্য পাঠায়। নিহতের পরিবার জানায়, দীর্ঘদিন ধরে ক্যাম্পে সক্রিয় একটি সন্ত্রাসী গোষ্ঠীর সঙ্গে তার বিরোধ চলছিল। এর জের ধরে এই হত্যাকাণ্ড ঘটতে পারে। ক্যাম্পের বাসিন্দারা জানান, রাতে কয়েকজন দুর্বৃত্ত ঘরে ঢুকে তার ওপর হামলা চালায়। এ ঘটনায় ক্যাম্পে উত্তেজনা বিরাজ করছে। আর্মড পুলিশ ব্যাটালিয়নের অধিনায়ক জানান, জড়িতদের শনাক্তের কাজ চলছে এবং দ্রুত তাদের আইনের আওতায় আনা হবে।	[412, 142, 604, 336]
byline: বগুড়া প্রতিনিধি	[1196, 172, 1261, 184]
headline: ‘শূন্য প্রাপ্তির’ টিকফা বৈঠক	[710, 99, 902, 121]
